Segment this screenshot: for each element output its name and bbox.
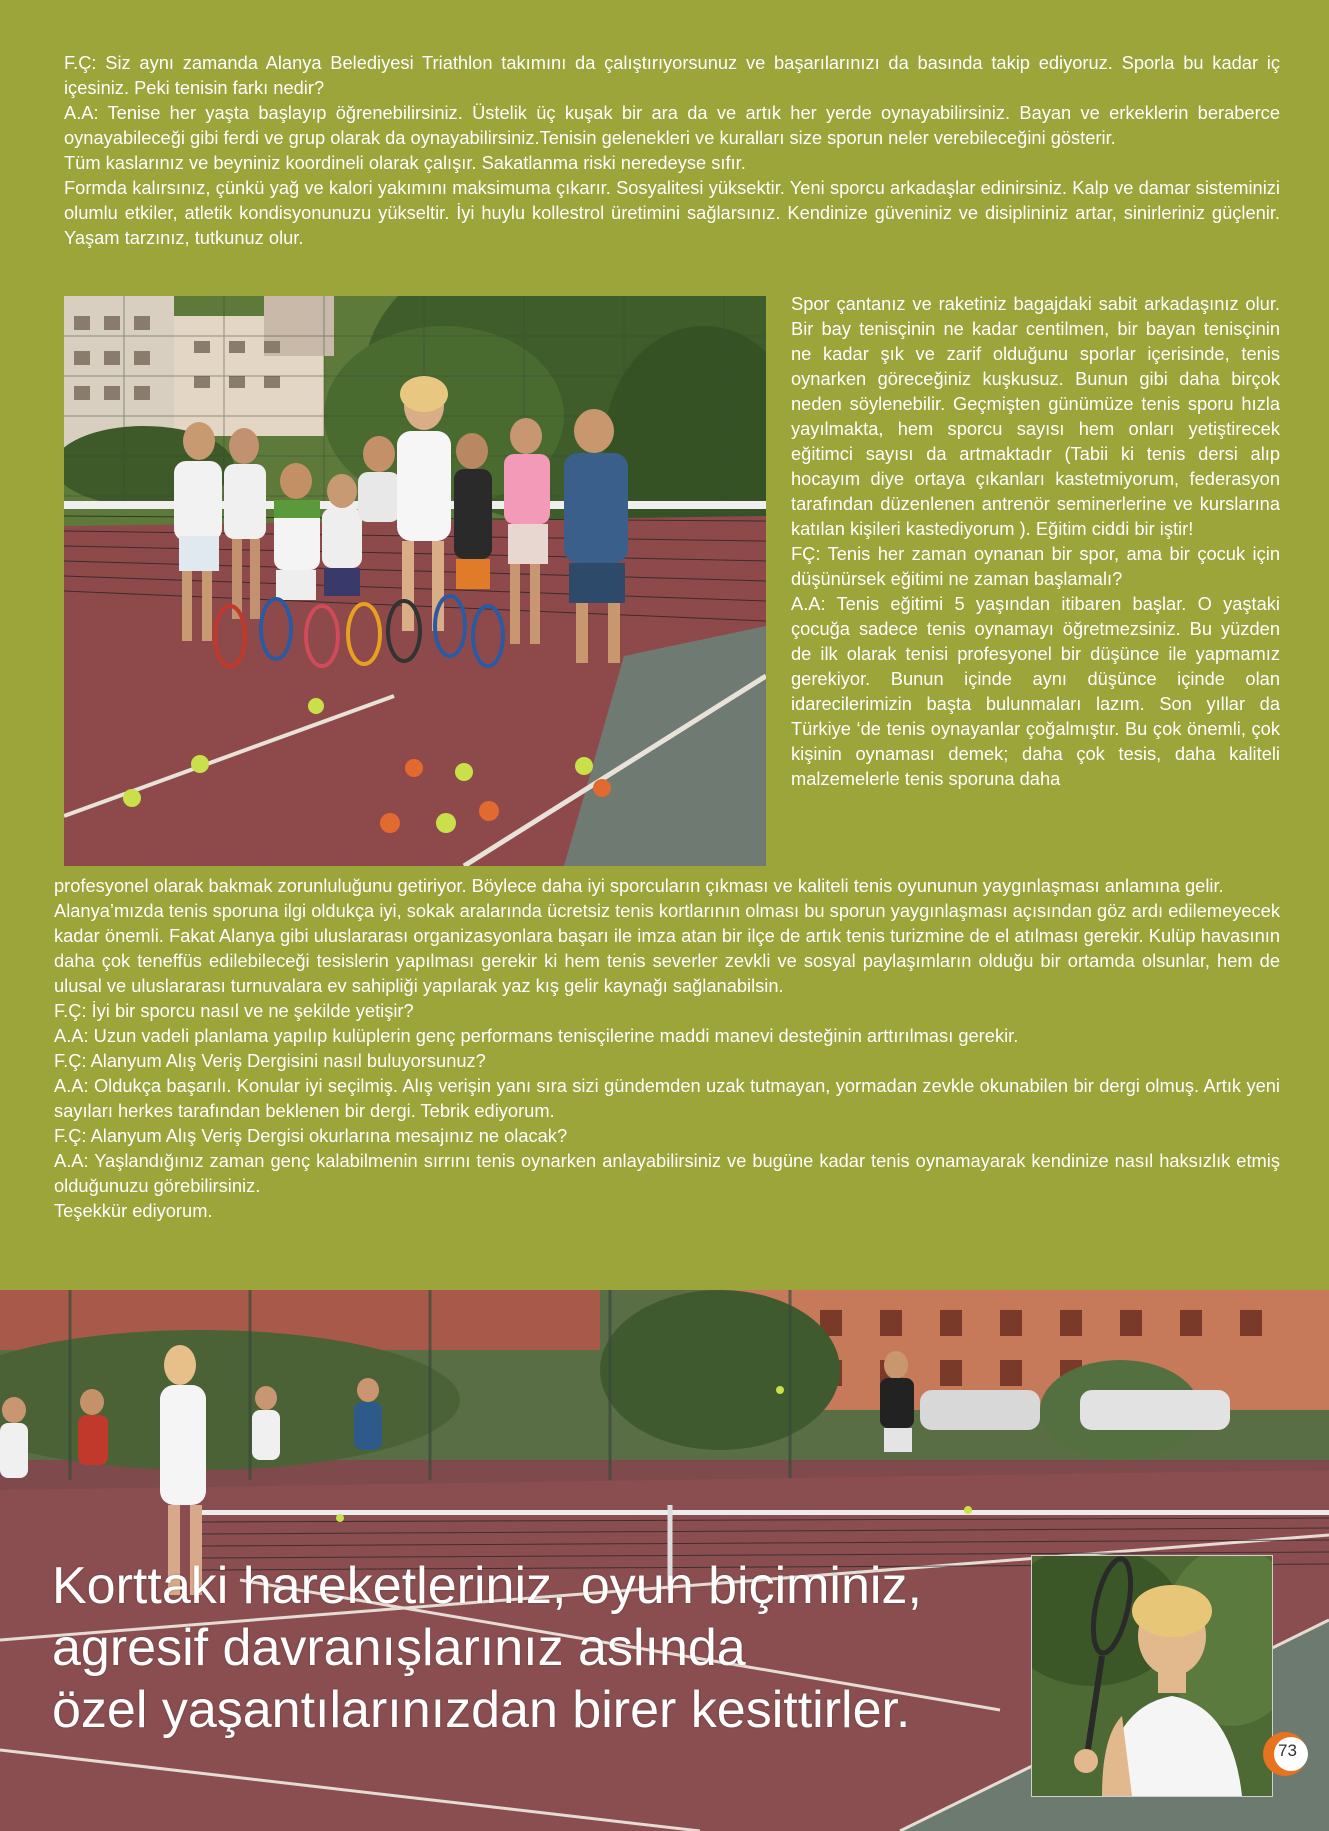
intro-text-block (64, 50, 1280, 250)
paragraph: A.A: Tenise her yaşta başlayıp öğrenebilirsiniz. Üstelik üç kuşak bir ara da ve artık her yerde oynayabilirsiniz. Bayan ve erkeklerin beraberce oynayabileceği gibi ferdi ve grup olarak da oynayabilirsiniz.Tenisin gelenekleri ve kuralları size sporun neler verebileceğini gösterir. (64, 102, 1280, 148)
paragraph: profesyonel olarak bakmak zorunluluğunu getiriyor. Böylece daha iyi sporcuların çıkması ve kaliteli tenis oyununun yaygınlaşması anlamına gelir. (54, 875, 1224, 896)
right-column-text (791, 291, 1280, 791)
children-group-photo (64, 296, 766, 866)
paragraph: F.Ç: Alanyum Alış Veriş Dergisini nasıl buluyorsunuz? (54, 1050, 486, 1071)
paragraph: Teşekkür ediyorum. (54, 1200, 213, 1221)
paragraph: A.A: Oldukça başarılı. Konular iyi seçilmiş. Alış verişin yanı sıra sizi gündemden uzak tutmayan, yormadan zevkle okunabilen bir dergi olmuş. Artık yeni sayıları herkes tarafından beklenen bir dergi. Tebrik ediyorum. (54, 1075, 1280, 1121)
paragraph: F.Ç: Alanyum Alış Veriş Dergisi okurlarına mesajınız ne olacak? (54, 1125, 568, 1146)
paragraph: A.A: Uzun vadeli planlama yapılıp kulüplerin genç performans tenisçilerine maddi manevi desteğinin arttırılması gerekir. (54, 1025, 1019, 1046)
pull-quote-line: Korttaki hareketleriniz, oyun biçiminiz, (52, 1557, 922, 1615)
paragraph: Alanya’mızda tenis sporuna ilgi oldukça iyi, sokak aralarında ücretsiz tenis kortlarının olması bu sporun yaygınlaşması açısından göz ardı edilemeyecek kadar önemli. Fakat Alanya gibi uluslararası organizasyonlara başarı ile imza atan bir ilçe de artık tenis turizmine de el atılması gerekir. Kulüp havasının daha çok teneffüs edilebileceği tesislerin yapılması gerekir ki hem tenis severler zevkli ve sosyal paylaşımların olduğu bir ortamda olsunlar, hem de ulusal ve uluslararası turnuvalara ev sahipliği yapılarak yaz kış gelir kaynağı sağlanabilsin. (54, 900, 1280, 996)
paragraph: A.A: Tenis eğitimi 5 yaşından itibaren başlar. O yaştaki çocuğa sadece tenis oynamayı öğretmezsiniz. Bu yüzden de ilk olarak tenisi profesyonel bir düşünce ile yapmamız gerekiyor. Bunun içinde aynı düşünce içinde olan idarecilerimizin başta bulunmaları lazım. Son yıllar da Türkiye ‘de tenis oynayanlar çoğalmıştır. Bu çok önemli, çok kişinin oynaması demek; daha çok tesis, daha kaliteli malzemelerle tenis sporuna daha (791, 593, 1280, 789)
paragraph: FÇ: Tenis her zaman oynanan bir spor, ama bir çocuk için düşünürsek eğitimi ne zaman başlamalı? (791, 543, 1280, 589)
paragraph: Spor çantanız ve raketiniz bagajdaki sabit arkadaşınız olur. Bir bay tenisçinin ne kadar centilmen, bir bayan tenisçinin ne kadar şık ve zarif olduğunu sporlar içerisinde, tenis oynarken göreceğiniz kuşkusuz. Bunun gibi daha birçok neden söylenebilir. Geçmişten günümüze tenis sporu hızla yayılmakta, hem sporcu sayısı hem onları yetiştirecek eğitimci sayısı da artmaktadır (Tabii ki tenis dersi alıp hocayım diye ortaya çıkanları kastetmiyorum, federasyon tarafından düzenlenen antrenör seminerlerine ve kurslarına katılan kişileri kastediyorum ). Eğitim ciddi bir iştir! (791, 293, 1280, 539)
continued-text-block (54, 873, 1280, 1223)
paragraph: A.A: Yaşlandığınız zaman genç kalabilmenin sırrını tenis oynarken anlayabilirsiniz ve bugüne kadar tenis oynamayarak kendinize nasıl haksızlık etmiş olduğunuzu görebilirsiniz. (54, 1150, 1280, 1196)
coach-portrait-photo (1031, 1555, 1273, 1797)
pull-quote-line: özel yaşantılarınızdan birer kesittirler. (52, 1681, 911, 1739)
page-number: 73 (1278, 1741, 1297, 1760)
paragraph: F.Ç: Siz aynı zamanda Alanya Belediyesi Triathlon takımını da çalıştırıyorsunuz ve başarılarınızı da basında takip ediyoruz. Sporla bu kadar iç içesiniz. Peki tenisin farkı nedir? (64, 52, 1280, 98)
paragraph: Tüm kaslarınız ve beyniniz koordineli olarak çalışır. Sakatlanma riski neredeyse sıfır. (64, 152, 746, 173)
pull-quote-line: agresif davranışlarınız aslında (52, 1619, 746, 1677)
paragraph: Formda kalırsınız, çünkü yağ ve kalori yakımını maksimuma çıkarır. Sosyalitesi yüksektir. Yeni sporcu arkadaşlar edinirsiniz. Kalp ve damar sisteminizi olumlu etkiler, atletik kondisyonunuzu yükseltir. İyi huylu kollestrol üretimini sağlarsınız. Kendinize güveniniz ve disiplininiz artar, sinirleriniz güçlenir. Yaşam tarzınız, tutkunuz olur. (64, 177, 1280, 248)
paragraph: F.Ç: İyi bir sporcu nasıl ve ne şekilde yetişir? (54, 1000, 414, 1021)
pull-quote (52, 1555, 1012, 1741)
